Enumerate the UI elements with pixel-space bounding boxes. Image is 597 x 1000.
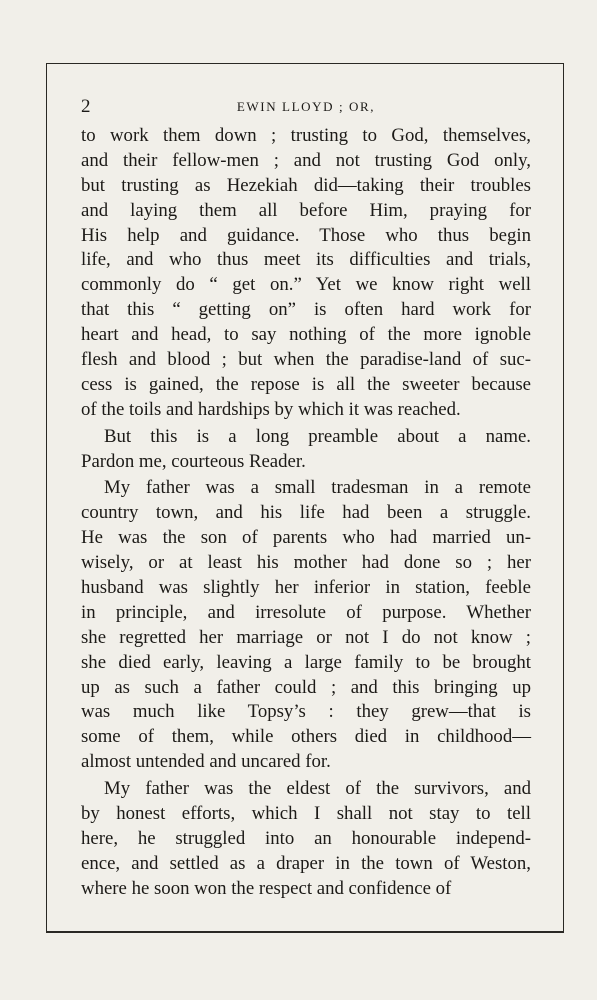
text-line: and laying them all before Him, praying for	[81, 199, 531, 221]
paragraph	[81, 476, 531, 775]
text-line: by honest efforts, which I shall not stay to tell	[81, 803, 531, 825]
text-line: cess is gained, the repose is all the sweeter because	[81, 373, 531, 395]
paragraph	[81, 124, 531, 423]
text-line: Pardon me, courteous Reader.	[81, 450, 306, 472]
running-head: EWIN LLOYD ; OR,	[236, 99, 376, 114]
text-line: she regretted her marriage or not I do not know ;	[81, 626, 531, 648]
text-line: He was the son of parents who had married un-	[81, 527, 531, 549]
text-line: His help and guidance. Those who thus begin	[81, 224, 531, 246]
text-line: that this “ getting on” is often hard work for	[81, 299, 531, 321]
text-line: she died early, leaving a large family to be brought	[81, 651, 531, 673]
text-line: and their fellow-men ; and not trusting God only,	[81, 149, 531, 171]
page-number: 2	[81, 96, 91, 117]
text-line: ence, and settled as a draper in the town of Weston,	[81, 852, 531, 874]
text-line: flesh and blood ; but when the paradise-land of suc-	[81, 349, 531, 371]
text-line: almost untended and uncared for.	[81, 751, 331, 773]
text-line: but trusting as Hezekiah did—taking their troubles	[81, 174, 531, 196]
text-line: husband was slightly her inferior in station, feeble	[81, 577, 531, 599]
text-line: in principle, and irresolute of purpose. Whether	[81, 601, 531, 623]
text-line: commonly do “ get on.” Yet we know right well	[81, 274, 531, 296]
text-line: heart and head, to say nothing of the more ignoble	[81, 324, 531, 346]
text-line: My father was the eldest of the survivors, and	[104, 778, 531, 800]
text-line: some of them, while others died in childhood—	[81, 726, 531, 748]
text-line: up as such a father could ; and this bringing up	[81, 676, 531, 698]
page-header	[81, 96, 531, 120]
text-line: to work them down ; trusting to God, themselves,	[81, 125, 531, 146]
text-line: wisely, or at least his mother had done so ; her	[81, 552, 531, 574]
text-line: here, he struggled into an honourable independ-	[81, 827, 531, 849]
text-line: country town, and his life had been a struggle.	[81, 502, 531, 524]
body-text	[81, 124, 531, 902]
text-line: But this is a long preamble about a name.	[104, 425, 531, 447]
paragraph	[81, 777, 531, 901]
text-line: of the toils and hardships by which it was reached.	[81, 398, 461, 420]
paragraph	[81, 425, 531, 475]
text-line: My father was a small tradesman in a remote	[104, 477, 531, 499]
text-line: life, and who thus meet its difficulties and trials,	[81, 249, 531, 271]
bottom-rule	[46, 931, 564, 933]
text-line: where he soon won the respect and confidence of	[81, 877, 452, 899]
text-line: was much like Topsy’s : they grew—that is	[81, 701, 531, 723]
